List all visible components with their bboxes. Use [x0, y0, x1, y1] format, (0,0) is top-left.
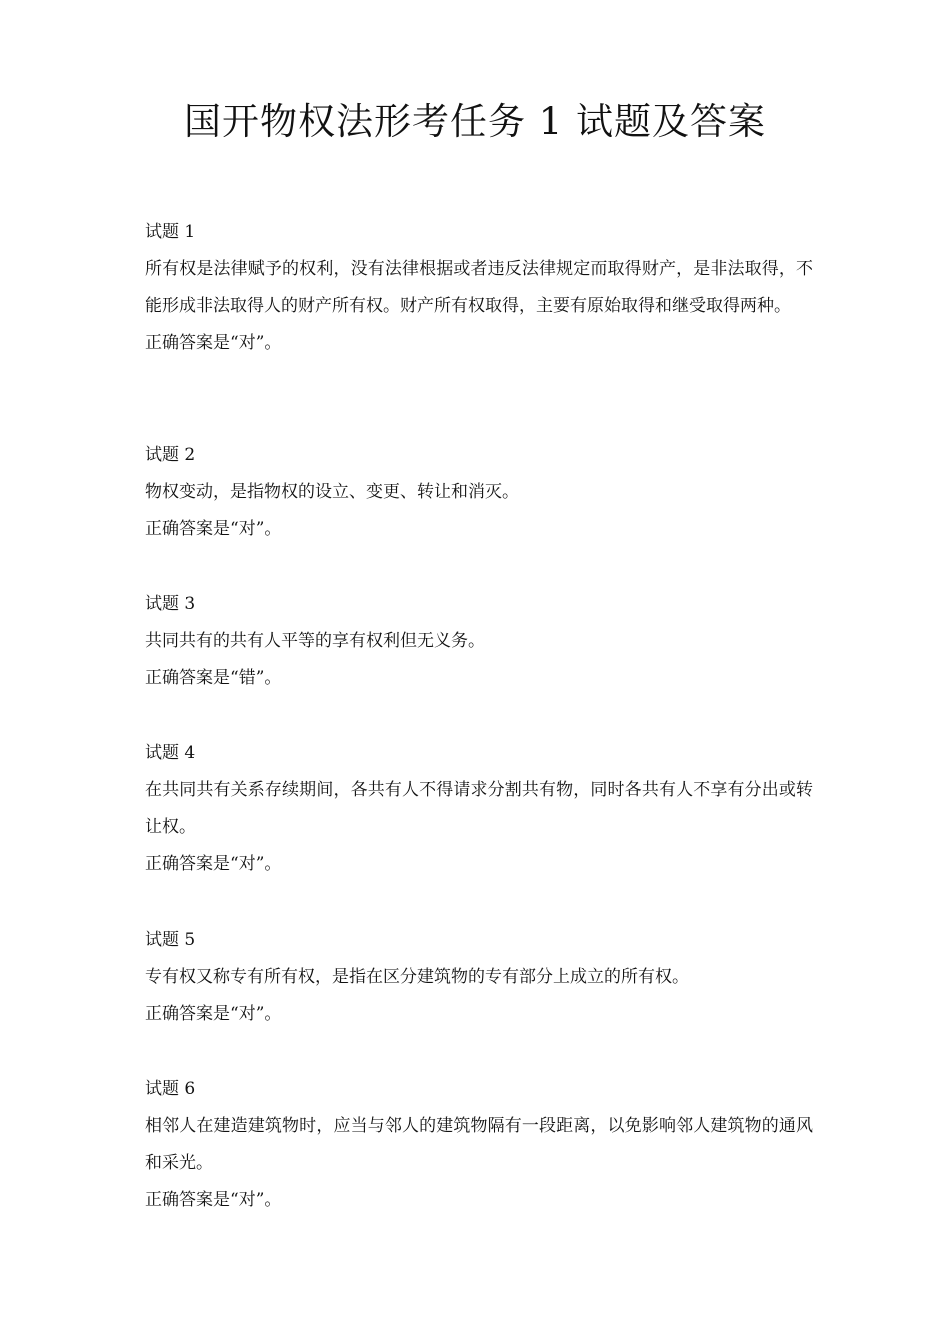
question-answer: 正确答案是“对”。	[145, 333, 282, 353]
question-block	[145, 922, 813, 1033]
question-label: 试题 6	[145, 1079, 196, 1099]
question-label: 试题 5	[145, 930, 196, 950]
question-text: 相邻人在建造建筑物时，应当与邻人的建筑物隔有一段距离，以免影响邻人建筑物的通风和采光。	[145, 1116, 813, 1173]
question-text: 专有权又称专有所有权，是指在区分建筑物的专有部分上成立的所有权。	[145, 967, 689, 987]
question-block	[145, 214, 813, 362]
question-label: 试题 2	[145, 445, 196, 465]
question-text: 物权变动，是指物权的设立、变更、转让和消灭。	[145, 482, 519, 502]
question-answer: 正确答案是“对”。	[145, 519, 282, 539]
question-answer: 正确答案是“对”。	[145, 1004, 282, 1024]
question-answer: 正确答案是“错”。	[145, 668, 282, 688]
question-text: 在共同共有关系存续期间，各共有人不得请求分割共有物，同时各共有人不享有分出或转让权。	[145, 780, 813, 837]
question-label: 试题 3	[145, 594, 196, 614]
question-block	[145, 735, 813, 883]
question-block	[145, 586, 813, 697]
document-title: 国开物权法形考任务 1 试题及答案	[183, 100, 767, 143]
question-block	[145, 437, 813, 548]
question-answer: 正确答案是“对”。	[145, 1190, 282, 1210]
question-label: 试题 4	[145, 743, 196, 763]
question-answer: 正确答案是“对”。	[145, 854, 282, 874]
question-block	[145, 1071, 813, 1219]
question-text: 共同共有的共有人平等的享有权利但无义务。	[145, 631, 485, 651]
question-label: 试题 1	[145, 222, 196, 242]
question-text: 所有权是法律赋予的权利，没有法律根据或者违反法律规定而取得财产，是非法取得，不能形成非法取得人的财产所有权。财产所有权取得，主要有原始取得和继受取得两种。	[145, 259, 813, 316]
